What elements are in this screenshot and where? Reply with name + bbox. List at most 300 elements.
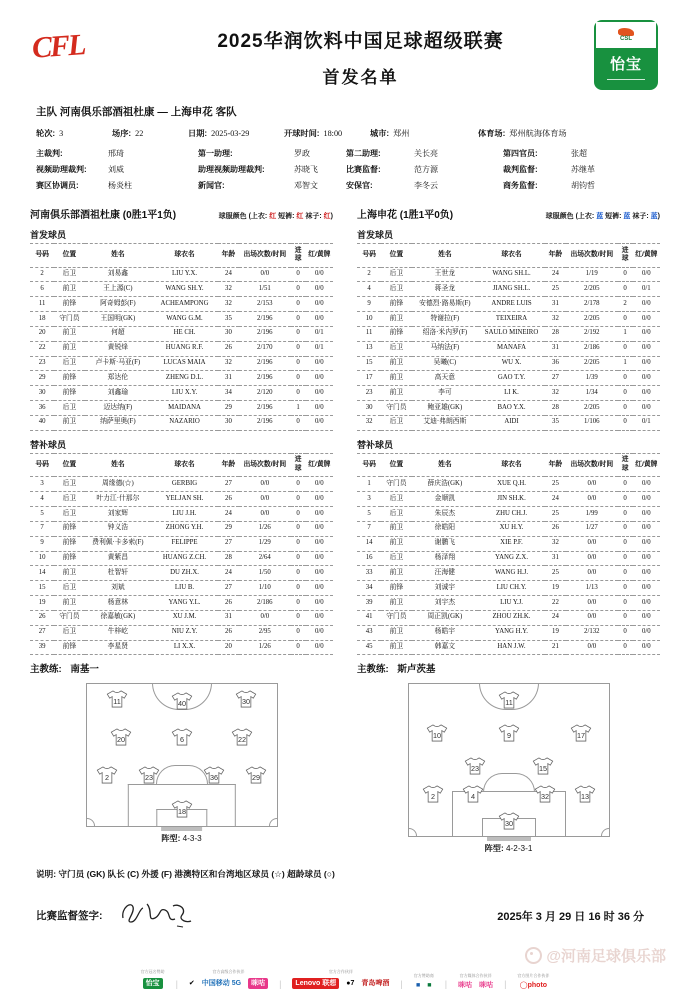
table-cell: 0/0 (633, 341, 660, 356)
table-cell: 刘鑫瑜 (85, 386, 152, 401)
table-cell: 1/34 (566, 386, 618, 401)
column-header: 号码 (30, 244, 54, 268)
table-cell: 4 (30, 492, 54, 507)
table-cell: 前卫 (54, 341, 84, 356)
table-cell: XU H.Y. (478, 521, 545, 536)
sponsor-logo: 咪咕 (248, 978, 268, 989)
official-pair (503, 146, 654, 162)
table-cell: 前锋 (54, 640, 84, 655)
table-cell: 1/106 (566, 415, 618, 430)
table-cell: 刘宇杰 (412, 596, 479, 611)
table-cell: XUE Q.H. (478, 477, 545, 492)
table-cell: 前锋 (54, 551, 84, 566)
table-cell: 31 (545, 341, 566, 356)
table-cell: 2/178 (566, 297, 618, 312)
column-header: 红/黄牌 (633, 244, 660, 268)
home-coach-name: 南基一 (70, 664, 99, 676)
table-cell: 前卫 (381, 625, 411, 640)
away-kit (546, 211, 660, 221)
table-cell: YELJAN SH. (151, 492, 218, 507)
sponsor-logo: ■ (427, 982, 432, 989)
away-formation-value: 4-2-3-1 (505, 844, 533, 854)
table-cell: 2 (618, 297, 633, 312)
info-value: 郑州 (393, 129, 410, 138)
table-cell: 安德烈·路易斯(F) (412, 297, 479, 312)
table-cell: 守门员 (381, 477, 411, 492)
table-row (30, 492, 333, 507)
table-cell: 19 (30, 596, 54, 611)
coach-label: 主教练: (357, 664, 389, 676)
table-cell: 蒋圣龙 (412, 282, 479, 297)
table-cell: 2/95 (239, 625, 291, 640)
table-row (30, 401, 333, 416)
table-cell: 0/1 (633, 415, 660, 430)
table-cell: 1 (618, 326, 633, 341)
kit-text: 短裤: (276, 213, 297, 220)
table-cell: 0/0 (306, 415, 333, 430)
table-cell: 0/0 (566, 551, 618, 566)
svg-text:2: 2 (105, 773, 110, 783)
table-cell: 1/99 (566, 507, 618, 522)
signature-label: 比赛监督签字: (36, 910, 103, 923)
table-cell: 2/170 (239, 341, 291, 356)
table-cell: 0 (291, 596, 306, 611)
official-name: 胡钧哲 (571, 181, 595, 190)
away-subs-label: 替补球员 (357, 439, 394, 450)
table-cell: ZHOU ZH.K. (478, 610, 545, 625)
sponsor-logo: ■ (416, 982, 421, 989)
official-name: 刘威 (108, 165, 124, 174)
table-cell: 0 (291, 507, 306, 522)
table-row (30, 507, 333, 522)
table-header-row (30, 244, 333, 268)
official-label: 商务监督: (503, 181, 538, 190)
table-cell: 2/205 (566, 282, 618, 297)
table-cell: MAIDANA (151, 401, 218, 416)
table-cell: 0 (291, 267, 306, 282)
kit-text: 短裤: (603, 213, 624, 220)
table-cell: 0 (618, 581, 633, 596)
official-name: 苏继革 (571, 165, 595, 174)
table-cell: 15 (357, 356, 381, 371)
table-cell: 24 (545, 267, 566, 282)
table-header-row (357, 244, 660, 268)
table-cell: 41 (357, 610, 381, 625)
kit-text: 蓝 (596, 213, 604, 220)
table-cell: 24 (218, 507, 239, 522)
official-pair (346, 178, 503, 194)
official-label: 第二助理: (346, 149, 381, 158)
column-header: 号码 (30, 453, 54, 477)
svg-text:32: 32 (540, 791, 549, 801)
table-cell: 马纳法(F) (412, 341, 479, 356)
table-cell: 前卫 (381, 640, 411, 655)
player-jersey (574, 785, 595, 803)
table-cell: MANAFA (478, 341, 545, 356)
table-row (357, 341, 660, 356)
table-cell: 后卫 (54, 401, 84, 416)
table-cell: 30 (218, 415, 239, 430)
table-cell: 0 (291, 566, 306, 581)
goal-bar (161, 827, 203, 831)
table-cell: 后卫 (381, 492, 411, 507)
table-cell: LIU J.H. (151, 507, 218, 522)
column-header: 出场次数/时间 (566, 244, 618, 268)
table-cell: 0/0 (633, 640, 660, 655)
sponsor-items (416, 982, 431, 989)
table-cell: 0 (291, 341, 306, 356)
table-cell: 守门员 (381, 610, 411, 625)
column-header: 球衣名 (151, 453, 218, 477)
table-cell: 2/192 (566, 326, 618, 341)
table-cell: 杜智轩 (85, 566, 152, 581)
table-cell: 金顺凯 (412, 492, 479, 507)
svg-text:18: 18 (177, 807, 186, 817)
official-pair (346, 162, 503, 178)
table-cell: 14 (357, 536, 381, 551)
table-cell: 31 (218, 610, 239, 625)
table-cell: 27 (218, 536, 239, 551)
player-jersey (203, 766, 224, 784)
table-cell: LIU CH.Y. (478, 581, 545, 596)
table-cell: 11 (357, 326, 381, 341)
table-cell: 汪海健 (412, 566, 479, 581)
table-cell: 7 (30, 521, 54, 536)
official-label: 赛区协调员: (36, 181, 79, 190)
column-header: 出场次数/时间 (239, 244, 291, 268)
table-cell: 纳萨里奥(F) (85, 415, 152, 430)
table-cell: 30 (30, 386, 54, 401)
table-cell: 0 (618, 596, 633, 611)
official-label: 比赛监督: (346, 165, 381, 174)
svg-text:4: 4 (470, 791, 475, 801)
table-cell: 16 (357, 551, 381, 566)
table-row (357, 566, 660, 581)
table-cell: 24 (218, 566, 239, 581)
table-cell: 0/0 (633, 297, 660, 312)
home-team-name: 河南俱乐部酒祖杜康 (0胜1平1负) (30, 210, 177, 221)
sponsor-caption: 官方媒体合作伙伴 (459, 973, 492, 979)
table-cell: 2/196 (239, 326, 291, 341)
sponsor-items (292, 978, 389, 989)
column-header: 年龄 (545, 453, 566, 477)
sponsor-logo: 怡宝 (143, 978, 163, 989)
official-label: 第四官员: (503, 149, 538, 158)
match-info-pair (370, 128, 478, 139)
weibo-icon (525, 947, 542, 964)
csl-flame-icon (618, 28, 634, 36)
table-cell: 0 (291, 640, 306, 655)
player-jersey (171, 728, 192, 746)
table-cell: 0/0 (306, 282, 333, 297)
home-formation-value: 4-3-3 (182, 834, 202, 844)
table-cell: GERBIG (151, 477, 218, 492)
sponsor-items (458, 982, 493, 989)
table-cell: 0/0 (306, 386, 333, 401)
table-cell: 2 (357, 267, 381, 282)
table-cell: 谢鹏飞 (412, 536, 479, 551)
player-jersey (110, 728, 131, 746)
table-cell: 0 (618, 401, 633, 416)
info-label: 轮次: (36, 129, 56, 138)
kit-text: 袜子: (303, 213, 324, 220)
table-row (30, 312, 333, 327)
column-header: 姓名 (85, 453, 152, 477)
table-cell: SAULO MINEIRO (478, 326, 545, 341)
table-cell: 叶力江·什那尔 (85, 492, 152, 507)
table-cell: 36 (30, 401, 54, 416)
table-cell: 24 (218, 267, 239, 282)
table-cell: 前卫 (381, 386, 411, 401)
table-cell: 后卫 (54, 267, 84, 282)
table-row (357, 297, 660, 312)
table-cell: 刘斌 (85, 581, 152, 596)
table-cell: 刘家辉 (85, 507, 152, 522)
table-cell: 0 (291, 312, 306, 327)
table-cell: 杨意林 (85, 596, 152, 611)
column-header: 位置 (381, 453, 411, 477)
table-cell: 1/19 (566, 267, 618, 282)
goal-bar (487, 837, 531, 841)
table-cell: 28 (545, 401, 566, 416)
column-header: 红/黄牌 (306, 453, 333, 477)
table-cell: 1/26 (239, 640, 291, 655)
table-cell: NIU Z.Y. (151, 625, 218, 640)
table-cell: 杨泽翔 (412, 551, 479, 566)
official-name: 关长亮 (414, 149, 438, 158)
table-cell: 0/0 (306, 507, 333, 522)
table-cell: 27 (545, 371, 566, 386)
table-cell: 29 (218, 401, 239, 416)
signature-date: 2025年 3 月 29 日 16 时 36 分 (497, 910, 644, 923)
official-name: 邢琦 (108, 149, 124, 158)
table-cell: 31 (545, 551, 566, 566)
table-cell: 0/0 (306, 610, 333, 625)
table-cell: ZHONG Y.H. (151, 521, 218, 536)
player-jersey (570, 724, 591, 742)
table-cell: 0 (618, 341, 633, 356)
table-row (357, 596, 660, 611)
table-cell: 1/10 (239, 581, 291, 596)
officials-row (36, 146, 654, 162)
table-row (357, 536, 660, 551)
sponsor-logo: ◯photo (519, 982, 548, 989)
info-label: 场序: (112, 129, 132, 138)
sponsor-caption: 官方冠名赞助 (140, 969, 165, 975)
table-cell: 22 (545, 596, 566, 611)
table-row (357, 401, 660, 416)
table-row (357, 507, 660, 522)
table-cell: 32 (545, 312, 566, 327)
table-cell: 1/39 (566, 371, 618, 386)
table-cell: 26 (218, 625, 239, 640)
table-cell: HUANG R.F. (151, 341, 218, 356)
table-cell: 前锋 (54, 536, 84, 551)
table-cell: 0/0 (566, 477, 618, 492)
kit-text: 袜子: (630, 213, 651, 220)
svg-text:2: 2 (430, 791, 435, 801)
table-cell: 0/1 (633, 282, 660, 297)
page-title: 2025华润饮料中国足球超级联赛 (217, 31, 504, 52)
table-row (357, 625, 660, 640)
table-cell: 0 (291, 415, 306, 430)
table-cell: 后卫 (54, 507, 84, 522)
info-value: 22 (135, 129, 144, 138)
table-cell: 0/0 (633, 492, 660, 507)
table-cell: 2/205 (566, 356, 618, 371)
table-cell: 0/0 (633, 326, 660, 341)
teams-line: 主队 河南俱乐部酒祖杜康 — 上海申花 客队 (36, 106, 237, 118)
table-cell: 0/0 (306, 356, 333, 371)
table-cell: 韩嘉文 (412, 640, 479, 655)
table-cell: 23 (357, 386, 381, 401)
table-cell: 钟义浩 (85, 521, 152, 536)
table-cell: 39 (30, 640, 54, 655)
kit-text: ) (657, 213, 660, 220)
table-cell: 艾迪·弗朗西斯 (412, 415, 479, 430)
player-jersey (232, 728, 253, 746)
table-cell: 守门员 (381, 401, 411, 416)
column-header: 出场次数/时间 (239, 453, 291, 477)
table-cell: 0 (618, 610, 633, 625)
column-header: 出场次数/时间 (566, 453, 618, 477)
info-value: 郑州航海体育场 (509, 129, 567, 138)
kit-text: 蓝 (623, 213, 631, 220)
table-cell: 郑达伦 (85, 371, 152, 386)
table-row (357, 581, 660, 596)
column-header: 球衣名 (478, 244, 545, 268)
sponsor-strip (0, 969, 690, 989)
watermark (525, 945, 666, 966)
table-cell: TEIXEIRA (478, 312, 545, 327)
table-row (30, 326, 333, 341)
away-subs-table (357, 453, 660, 656)
table-cell: 25 (545, 507, 566, 522)
yibao-label: 怡宝 (609, 56, 642, 73)
table-cell: 前锋 (381, 297, 411, 312)
table-cell: WU X. (478, 356, 545, 371)
table-cell: 40 (30, 415, 54, 430)
table-cell: 0/0 (566, 492, 618, 507)
home-coach-line (30, 661, 333, 675)
corner-arc (86, 818, 95, 827)
table-cell: 0 (291, 326, 306, 341)
table-cell: 2/196 (239, 401, 291, 416)
sponsor-caption: 官方赞助商 (413, 973, 434, 979)
table-cell: 0/0 (306, 566, 333, 581)
formation-label: 阵型: (484, 844, 504, 854)
table-cell: 刘诚宇 (412, 581, 479, 596)
official-label: 第一助理: (198, 149, 233, 158)
table-cell: 0/0 (633, 477, 660, 492)
table-cell: YANG Z.X. (478, 551, 545, 566)
table-cell: 32 (545, 386, 566, 401)
table-cell: 43 (357, 625, 381, 640)
table-cell: 2/196 (239, 356, 291, 371)
table-cell: 0 (618, 551, 633, 566)
table-cell: 1 (618, 356, 633, 371)
table-cell: 0/0 (306, 551, 333, 566)
table-cell: 后卫 (54, 492, 84, 507)
home-subs-label: 替补球员 (30, 439, 67, 450)
column-header: 姓名 (412, 453, 479, 477)
table-cell: 0 (291, 536, 306, 551)
away-team-name: 上海申花 (1胜1平0负) (357, 210, 454, 221)
table-cell: 高天意 (412, 371, 479, 386)
svg-text:6: 6 (179, 734, 184, 744)
table-cell: LIU Y.X. (151, 267, 218, 282)
table-cell: 13 (357, 341, 381, 356)
home-subs-table (30, 453, 333, 656)
table-cell: 前卫 (381, 371, 411, 386)
info-label: 日期: (188, 129, 208, 138)
table-cell: 0 (618, 386, 633, 401)
table-row (30, 267, 333, 282)
official-label: 安保官: (346, 181, 373, 190)
table-cell: 徐嘉敏(GK) (85, 610, 152, 625)
away-starters-label: 首发球员 (357, 230, 394, 240)
table-row (357, 415, 660, 430)
table-cell: AIDI (478, 415, 545, 430)
table-header-row (357, 453, 660, 477)
sponsor-items (189, 978, 268, 989)
column-header: 进球 (618, 453, 633, 477)
table-cell: 1/13 (566, 581, 618, 596)
sponsor-group (414, 973, 434, 989)
page-subtitle: 首发名单 (322, 68, 399, 87)
table-cell: 前卫 (54, 566, 84, 581)
table-cell: 9 (30, 536, 54, 551)
column-header: 进球 (291, 244, 306, 268)
table-cell: 0 (618, 536, 633, 551)
table-cell: 0/0 (633, 401, 660, 416)
table-cell: 0 (291, 581, 306, 596)
sponsor-logo: 咪咕 (458, 982, 473, 989)
table-cell: 前锋 (54, 521, 84, 536)
table-cell: 0/0 (306, 536, 333, 551)
table-cell: 0 (291, 521, 306, 536)
official-label: 主裁判: (36, 149, 63, 158)
table-cell: 30 (218, 326, 239, 341)
svg-text:11: 11 (504, 697, 513, 707)
table-cell: 2/120 (239, 386, 291, 401)
table-cell: 0/0 (633, 566, 660, 581)
column-header: 年龄 (545, 244, 566, 268)
title-block (127, 20, 594, 88)
sponsor-logo: Lenovo 联想 (292, 978, 339, 989)
table-cell: 前卫 (381, 536, 411, 551)
table-cell: 20 (218, 640, 239, 655)
match-info-pair (36, 128, 112, 139)
table-cell: 前卫 (54, 415, 84, 430)
table-cell: NAZARIO (151, 415, 218, 430)
official-label: 助理视频助理裁判: (198, 165, 265, 174)
table-cell: 何超 (85, 326, 152, 341)
table-cell: 周正凯(GK) (412, 610, 479, 625)
sponsor-group (292, 969, 389, 989)
table-cell: 28 (545, 326, 566, 341)
table-cell: 黄紫昌 (85, 551, 152, 566)
table-cell: 后卫 (381, 341, 411, 356)
table-row (357, 386, 660, 401)
table-row (30, 625, 333, 640)
table-cell: 黄锐烽 (85, 341, 152, 356)
column-header: 红/黄牌 (306, 244, 333, 268)
player-jersey (422, 785, 443, 803)
table-cell: 0 (618, 267, 633, 282)
away-team-column (357, 206, 660, 854)
table-cell: XU J.M. (151, 610, 218, 625)
